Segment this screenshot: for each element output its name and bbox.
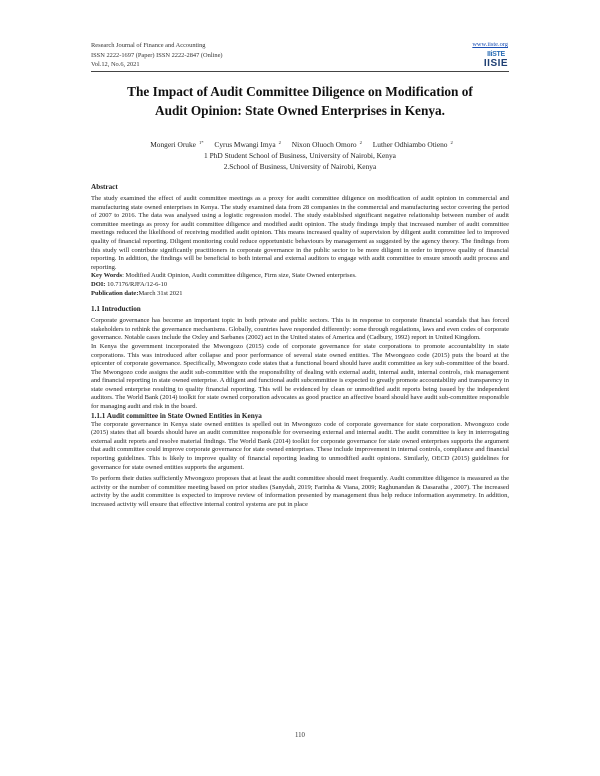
publication-date-text: March 31st 2021 [138, 289, 183, 297]
volume-line: Vol.12, No.6, 2021 [91, 61, 140, 68]
author-2-sup: 2 [278, 140, 281, 145]
doi-label: DOI: [91, 280, 106, 288]
title-line-1: The Impact of Audit Committee Diligence on Modification of [127, 84, 473, 99]
iiste-logo [483, 51, 509, 69]
introduction-paragraph-2: In Kenya the government incorporated the Mwongozo (2015) code of corporate governance for state corporations to promote accountability in state corporations. This was introduced after collapse and poor performance of several state owned entities. The Mwongozo code (2015) puts the board at the epicenter of corporate governance. Specifically, Mwongozo code states that a functional board should have audit committee as key sub-committee of the board. The Mwongozo code assigns the audit sub-committee with the responsibility of dealing with external audit, internal audit, internal controls, risk management and financial reporting in state owned enterprise. A diligent and functional audit subcommittee is expected to greatly promote accountability and transparency in state owned enterprise resulting to quality financial reporting. This will be evidenced by clean or unmodified audit reports being issued by the independent auditors. The World Bank (2014) toolkit for state owned corporation advocates as good practice an affective board should have audit sub-committee responsible for managing audit and risk in the board. [91, 342, 509, 411]
affiliation-2: 2.School of Business, University of Nairobi, Kenya [223, 162, 377, 171]
publication-date-label: Publication date: [91, 289, 139, 297]
logo-bottom-text: IISIE [483, 58, 509, 69]
author-1-name: Mongeri Oruke [150, 140, 196, 149]
keywords-text: : Modified Audit Opinion, Audit committee diligence, Firm size, State Owned enterprises. [122, 272, 357, 280]
author-names [91, 137, 509, 150]
affiliation-1: 1 PhD Student School of Business, University of Nairobi, Kenya [204, 151, 396, 160]
author-1-sup: 1* [198, 140, 204, 145]
section-1-1-1-paragraph-2: To perform their duties sufficiently Mwongozo proposes that at least the audit committee should meet frequently. Audit committee diligence is measured as the activity or the number of committee meeting based on prior studies (Sanydah, 2019; Farinha & Viana, 2009; Raghunandan & Dasaratha , 2007). The increased activity by the audit committee is expected to improve review of information presented by management thus help reduce information asymmetry. In addition, increased activity will ensure that effective internal control systems are put in place [91, 475, 509, 508]
paper-body [91, 183, 509, 510]
keywords-label: Key Words [91, 272, 123, 280]
keywords-line [91, 272, 509, 281]
header-rule [91, 71, 509, 72]
publication-date-line [91, 290, 509, 299]
author-4-name: Luther Odhiambo Otieno [372, 140, 448, 149]
author-1 [147, 140, 203, 149]
author-3 [289, 140, 362, 149]
title-line-2: Audit Opinion: State Owned Enterprises in Kenya. [155, 103, 445, 118]
author-block [91, 137, 509, 172]
abstract-heading: Abstract [91, 183, 118, 191]
author-2 [211, 140, 280, 149]
issn-line: ISSN 2222-1697 (Paper) ISSN 2222-2847 (Online) [91, 51, 223, 59]
doi-text: 10.7176/RJFA/12-6-10 [105, 280, 168, 288]
journal-url-link[interactable]: www.iiste.org [472, 41, 508, 48]
logo-top-text: IIiSTE [487, 51, 505, 58]
author-4 [370, 140, 453, 149]
paper-title [91, 82, 509, 120]
page-number: 110 [295, 732, 305, 739]
author-4-sup: 2 [450, 140, 453, 145]
author-3-name: Nixon Oluoch Omoro [291, 140, 357, 149]
abstract-text: The study examined the effect of audit committee meetings as a proxy for audit committee diligence on modification of audit opinion in commercial and manufacturing state owned enterprises in Kenya. The study examined data from 28 companies in the commercial and manufacturing sector covering the period of 2007 to 2016. The data was analysed using a logistic regression model. The study established significant negative relationship between number of audit committee meetings as proxy for audit committee diligence and modified audit opinion. The study findings imply that increased number of audit committee meetings reduced the likelihood of receiving modified audit opinion. This means increased quality of supervision by diligent audit committee led to improved quality of financial reporting. Diligent monitoring could reduce opportunistic behaviours by management as suggested by the agency theory. The findings from this study will contribute significantly practitioners in corporate governance in the public sector to be more diligent in order to improve quality of financial reporting. In addition, the findings will be beneficial to both internal and external auditors to engage with audit committee to ensure smooth audit process and reporting. [91, 195, 509, 271]
section-1-1-1-heading: 1.1.1 Audit committee in State Owned Entities in Kenya [91, 411, 262, 420]
doi-line [91, 281, 509, 290]
journal-header [91, 41, 223, 70]
author-3-sup: 2 [359, 140, 362, 145]
section-1-1-1-paragraph-1: The corporate governance in Kenya state owned entities is spelled out in Mwongozo code of corporate governance for state corporation. Mwongozo code (2015) states that all boards should have an audit committee responsible for overseeing external and internal audit. The audit committee is key in interrogating external audit reports and resolve material findings. The World Bank (2014) toolkit for corporate governance for state owned enterprises supports the argument that audit committee could improve corporate governance for state owned enterprises. These include improvement in internal controls, compliance and financial reporting guidelines. This is likely to improve quality of financial reporting leading to unmodified audit opinions. Similarly, OECD (2015) guidelines for governance for state owned entities supports the argument. [91, 420, 509, 471]
author-2-name: Cyrus Mwangi Imya [214, 140, 276, 149]
journal-name: Research Journal of Finance and Accounting [91, 42, 206, 49]
introduction-paragraph-1: Corporate governance has become an important topic in both private and public sectors. This is in response to corporate financial scandals that has forced stakeholders to rethink the governance mechanisms. Globally, countries have responded differently: some through regulations, laws and even codes of corporate governance. Notable cases include the Oxley and Sarbanes (2002) act in the United states of America and (Cadbury, 1992) report in United Kingdom. [91, 317, 509, 342]
introduction-heading: 1.1 Introduction [91, 305, 141, 314]
